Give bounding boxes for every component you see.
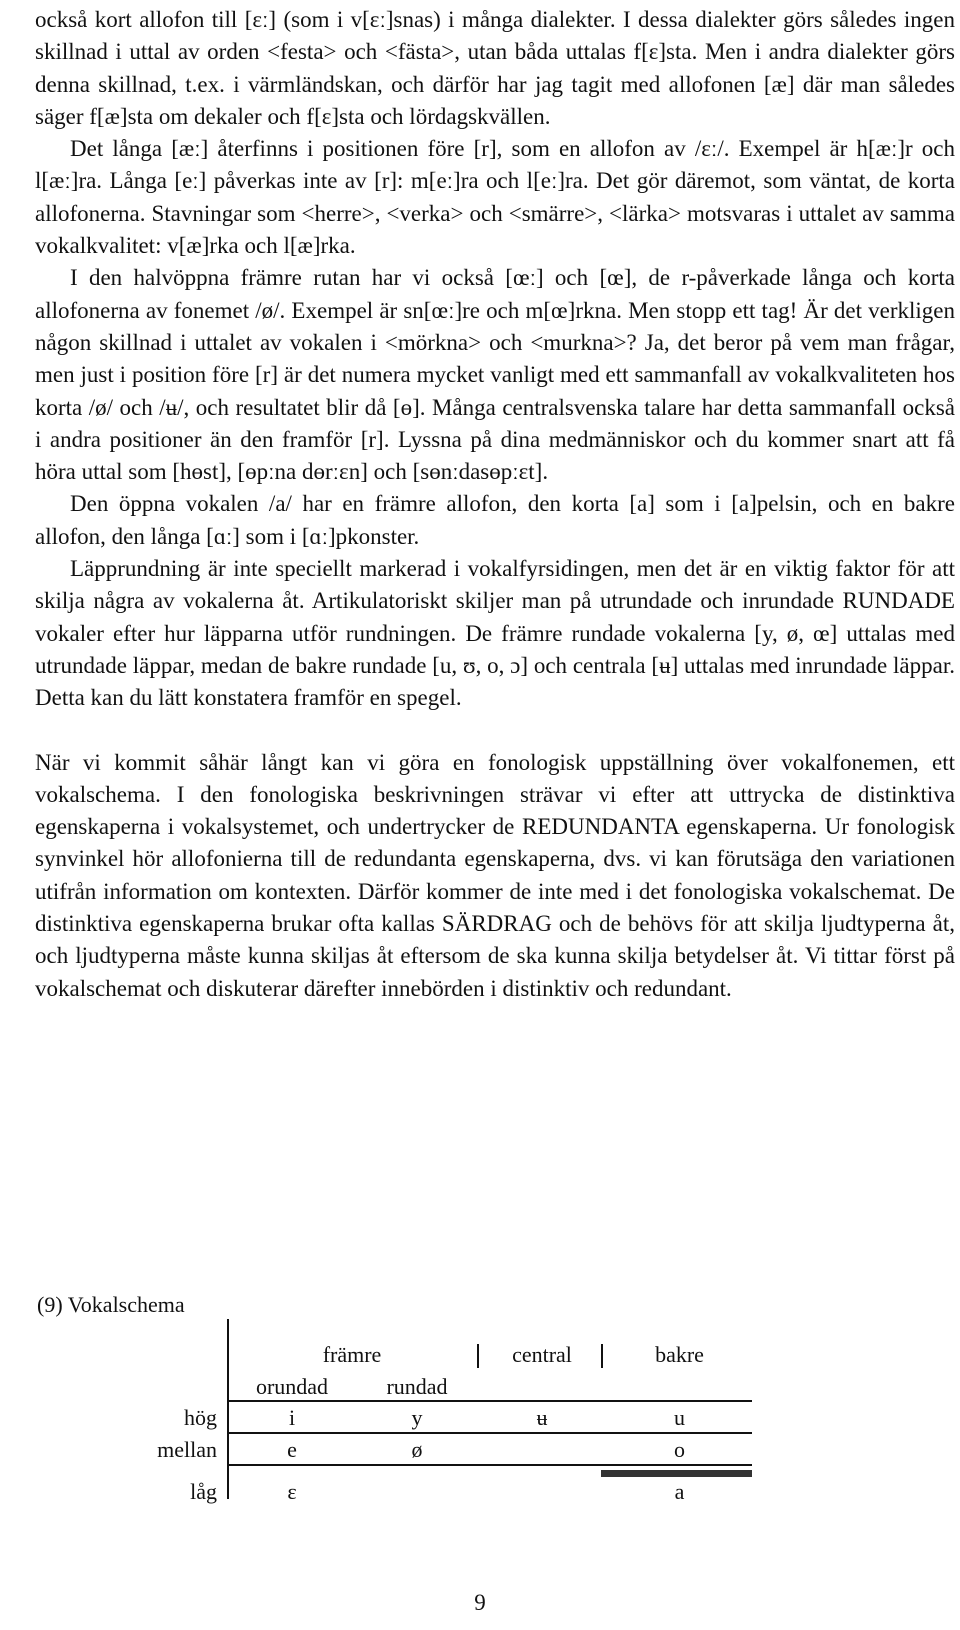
schema-row-rule-1 xyxy=(227,1432,752,1434)
header-central: central xyxy=(512,1342,572,1367)
schema-divider-central xyxy=(477,1344,479,1368)
cell-mellan-bakre: o xyxy=(674,1437,685,1462)
cell-mellan-rundad: ø xyxy=(411,1437,423,1462)
header-framre: främre xyxy=(322,1342,382,1367)
schema-bakre-bar xyxy=(601,1470,752,1477)
cell-lag-orundad: ɛ xyxy=(287,1479,297,1504)
row-label-hog: hög xyxy=(184,1405,217,1430)
cell-hog-bakre: u xyxy=(674,1405,685,1430)
page-number: 9 xyxy=(474,1590,486,1615)
header-bakre: bakre xyxy=(655,1342,704,1367)
paragraph-6: När vi kommit såhär långt kan vi göra en fonologisk uppställning över vokalfonemen, ett vokalschema. I den fonologiska beskrivningen strävar vi efter att uttrycka de distinktiva egenskaperna i vokalsystemet, och undertrycker de REDUNDANTA egenskaperna. Ur fonologisk synvinkel hör allofonierna till de redundanta egenskaperna, dvs. vi kan förutsäga den variationen utifrån information om kontexten. Därför kommer de inte med i det fonologiska vokalschemat. De distinktiva egenskaperna brukar ofta kallas SÄRDRAG och de behövs för att skilja ljudtyperna åt, och ljudtyperna måste kunna skiljas åt eftersom de ska kunna skilja betydelser åt. Vi tittar först på vokalschemat och diskuterar därefter innebörden i distinktiv och redundant. xyxy=(35,749,955,1001)
body-text xyxy=(35,4,955,1005)
paragraph-1: också kort allofon till [ɛː] (som i v[ɛː]snas) i många dialekter. I dessa dialekter görs således ingen skillnad i uttal av orden <festa> och <fästa>, utan båda uttalas f[ɛ]sta. Men i andra dialekter görs denna skillnad, t.ex. i värmländskan, och därför har jag tagit med allofonen [æ] där man således säger f[æ]sta om dekaler och f[ɛ]sta och lördagskvällen. xyxy=(35,7,955,129)
schema-left-border xyxy=(227,1319,229,1499)
cell-mellan-orundad: e xyxy=(287,1437,297,1462)
paragraph-3: I den halvöppna främre rutan har vi också [œː] och [œ], de r-påverkade långa och korta allofonerna av fonemet /ø/. Exempel är sn[œː]re och m[œ]rkna. Men stopp ett tag! Är det verkligen någon skillnad i uttalet av vokalen i <mörkna> och <murkna>? Ja, det beror på vem man frågar, men just i position före [r] är det numera mycket vanligt med ett sammanfall av vokalkvaliteten hos korta /ø/ och /ʉ/, och resultatet blir då [ɵ]. Många centralsvenska talare har detta sammanfall också i andra positioner än den framför [r]. Lyssna på dina medmänniskor och du kommer snart att få höra uttal som [hɵst], [ɵpːna dɵrːɛn] och [sɵnːdasɵpːɛt]. xyxy=(35,265,955,485)
schema-header-rule xyxy=(227,1400,752,1402)
paragraph-2: Det långa [æː] återfinns i positionen före [r], som en allofon av /ɛː/. Exempel är h[æː]r och l[æː]ra. Långa [eː] påverkas inte av [r]: m[eː]ra och l[eː]ra. Det gör däremot, som väntat, de korta allofonerna. Stavningar som <herre>, <verka> och <smärre>, <lärka> motsvaras i uttalet av samma vokalkvalitet: v[æ]rka och l[æ]rka. xyxy=(35,136,955,259)
row-label-lag: låg xyxy=(190,1479,217,1504)
header-rundad: rundad xyxy=(386,1374,448,1399)
cell-hog-central: ʉ xyxy=(536,1405,548,1430)
cell-hog-rundad: y xyxy=(411,1405,423,1430)
header-orundad: orundad xyxy=(255,1374,329,1399)
paragraph-4: Den öppna vokalen /a/ har en främre allofon, den korta [a] som i [a]pelsin, och en bakre allofon, den långa [ɑː] som i [ɑː]pkonster. xyxy=(35,491,955,549)
schema-caption: (9) Vokalschema xyxy=(37,1292,185,1317)
row-label-mellan: mellan xyxy=(157,1437,217,1462)
paragraph-5: Läpprundning är inte speciellt markerad i vokalfyrsidingen, men det är en viktig faktor för att skilja några av vokalerna åt. Artikulatoriskt skiljer man på utrundade och inrundade RUNDADE vokaler efter hur läpparna utför rundningen. De främre rundade vokalerna [y, ø, œ] uttalas med utrundade läppar, medan de bakre rundade [u, ʊ, o, ɔ] och centrala [ʉ] uttalas med inrundade läppar. Detta kan du lätt konstatera framför en spegel. xyxy=(35,556,955,711)
schema-row-rule-2 xyxy=(227,1464,752,1466)
cell-lag-bakre: a xyxy=(674,1479,685,1504)
cell-hog-orundad: i xyxy=(288,1405,296,1430)
vowel-schema xyxy=(37,1292,937,1512)
